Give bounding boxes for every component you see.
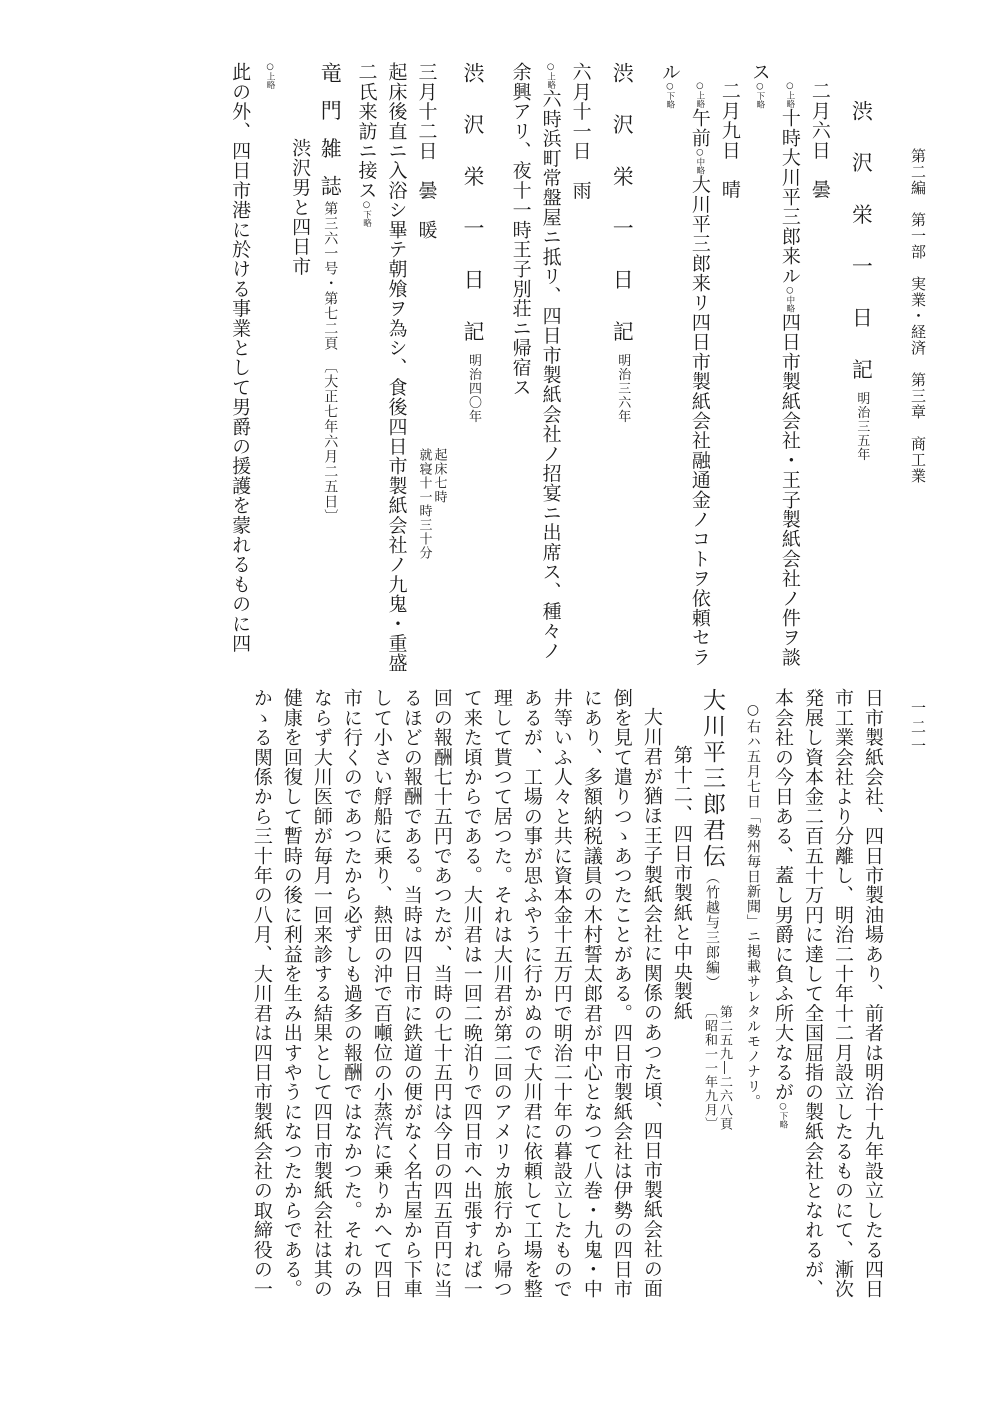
magazine-heading — [315, 62, 345, 662]
magazine-line: 此の外、四日市港に於ける事業として男爵の援護を蒙れるものに四 — [229, 62, 252, 653]
diary1-line: ル○下略 — [658, 62, 681, 109]
magazine-line: 市工業会社より分離し、明治二十年十二月設立したるものにて、漸次 — [832, 688, 854, 1299]
omission-mark: ○上略 — [694, 81, 705, 108]
body-line: 大川君が猶ほ王子製紙会社に関係のあつた頃、四日市製紙会社の面 — [640, 707, 663, 1298]
diary2-date: 六月十一日 雨 — [569, 62, 592, 200]
omission-mark: ○下略 — [361, 199, 372, 227]
running-head: 第二編 第一部 実業・経済 第三章 商工業 — [909, 148, 927, 484]
magazine-line: 日市製紙会社、四日市製油場あり、前者は明治十九年設立したる四日 — [862, 688, 884, 1299]
diary2-year: 明治三六年 — [615, 353, 631, 424]
omission-mark: ○下略 — [778, 1101, 788, 1129]
omission-mark: ○下略 — [664, 81, 675, 109]
diary3-date: 三月十二日 曇 暖 — [415, 62, 438, 240]
omission-mark: ○中略 — [784, 285, 795, 313]
diary1-year: 明治三五年 — [854, 391, 870, 462]
body-line: あるが、工場の事が思ふやうに行かぬので大川君に依頼して工場を整 — [520, 688, 543, 1299]
diary1-line: ○上略十時大川平三郎来ル○中略四日市製紙会社・王子製紙会社ノ件ヲ談 — [778, 81, 801, 667]
biography-heading — [697, 688, 732, 1363]
diary3-date-line — [411, 62, 446, 662]
body-line: して小さい艀船に乗り、熱田の沖で百噸位の小蒸汽に乗りかへて四日 — [370, 688, 393, 1299]
magazine-line: 発展し資本金二百五十万円に達して全国屈指の製紙会社となれるが、 — [802, 688, 824, 1299]
diary3-year: 明治四〇年 — [466, 353, 482, 424]
editorial-note: ○右ハ五月七日「勢州毎日新聞」ニ掲載サレタルモノナリ。 — [745, 702, 761, 1109]
body-line: 理して貰つて居つた。それは大川君が第二回のアメリカ旅行から帰つ — [490, 688, 513, 1299]
diary1-line: ス○下略 — [748, 62, 771, 109]
omission-mark: ○上略 — [265, 62, 276, 89]
body-line: ならず大川医師が毎月一回来診する結果として四日市製紙会社は其の — [310, 688, 333, 1299]
body-line: て来た頃からである。大川君は一回二晩泊りで四日市へ出張すれば一 — [460, 688, 483, 1299]
body-line: 健康を回復して暫時の後に利益を生み出すやうになつたからである。 — [280, 688, 303, 1299]
diary1-title: 渋 沢 栄 一 日 記 — [849, 100, 874, 392]
body-line: かゝる関係から三十年の八月、大川君は四日市製紙会社の取締役の一 — [250, 688, 273, 1299]
magazine-line: 本会社の今日ある、蓋し男爵に負ふ所大なるが○下略 — [772, 688, 794, 1129]
omission-mark: ○下略 — [754, 81, 765, 109]
biography-editor: （竹越与三郎編） — [704, 870, 720, 990]
diary3-title: 渋 沢 栄 一 日 記 — [461, 62, 486, 354]
diary1-heading — [835, 62, 888, 700]
body-line: にあり、多額納税議員の木村誓太郎君が中心となつて八巻・九鬼・中 — [580, 688, 603, 1299]
diary2-line: ○上略六時浜町常盤屋ニ抵リ、四日市製紙会社ノ招宴ニ出席ス、種々ノ — [539, 62, 562, 661]
omission-mark: ○上略 — [545, 62, 556, 89]
biography-source: 第二五九―二六八頁 〔昭和一一年九月〕 — [702, 1005, 732, 1132]
omission-mark: ○中略 — [694, 147, 705, 175]
diary2-line: 余興アリ、夜十一時王子別荘ニ帰宿ス — [509, 62, 532, 397]
body-line: 回の報酬七十五円であつたが、当時の七十五円は今日の四五百円に当 — [430, 688, 453, 1299]
body-line: 井等いふ人々と共に資本金十五万円で明治二十年の暮設立したもので — [550, 688, 573, 1299]
omission-mark: ○上略 — [784, 81, 795, 108]
diary3-heading — [446, 62, 499, 662]
diary1-date: 二月六日 曇 — [808, 81, 831, 200]
diary3-line: 起床後直ニ入浴シ畢テ朝飧ヲ為シ、食後四日市製紙会社ノ九鬼・重盛 — [385, 62, 408, 673]
omission-line — [255, 62, 285, 662]
body-line: るほどの報酬である。当時は四日市に鉄道の便がなく名古屋から下車 — [400, 688, 423, 1299]
diary2-heading — [596, 62, 649, 662]
diary2-title: 渋 沢 栄 一 日 記 — [610, 62, 635, 354]
diary1-line: ○上略午前○中略大川平三郎来リ四日市製紙会社融通金ノコトヲ依頼セラ — [688, 81, 711, 667]
body-line: 市に行くのであつたから必ずしも過多の報酬ではなかつた。それのみ — [340, 688, 363, 1299]
section-heading: 第十二、四日市製紙と中央製紙 — [670, 745, 693, 1021]
diary3-line: 二氏来訪ニ接ス○下略 — [355, 62, 378, 227]
diary1-date: 二月九日 晴 — [718, 81, 741, 200]
continuation-and-biography — [70, 688, 888, 1363]
magazine-title: 竜 門 雑 誌 — [318, 62, 343, 202]
diary3-sleep-note: 起床七時 就寝十一時三十分 — [416, 448, 447, 561]
magazine-source: 第三六一号・第七二頁 〔大正七年六月二五日〕 — [322, 201, 339, 525]
diary-excerpts — [70, 62, 888, 673]
body-line: 倒を見て遣りつゝあつたことがある。四日市製紙会社は伊勢の四日市 — [610, 688, 633, 1299]
magazine-subtitle: 渋沢男と四日市 — [289, 138, 312, 276]
page-number: 一二一 — [909, 700, 927, 757]
biography-title: 大川平三郎君伝 — [699, 688, 725, 870]
